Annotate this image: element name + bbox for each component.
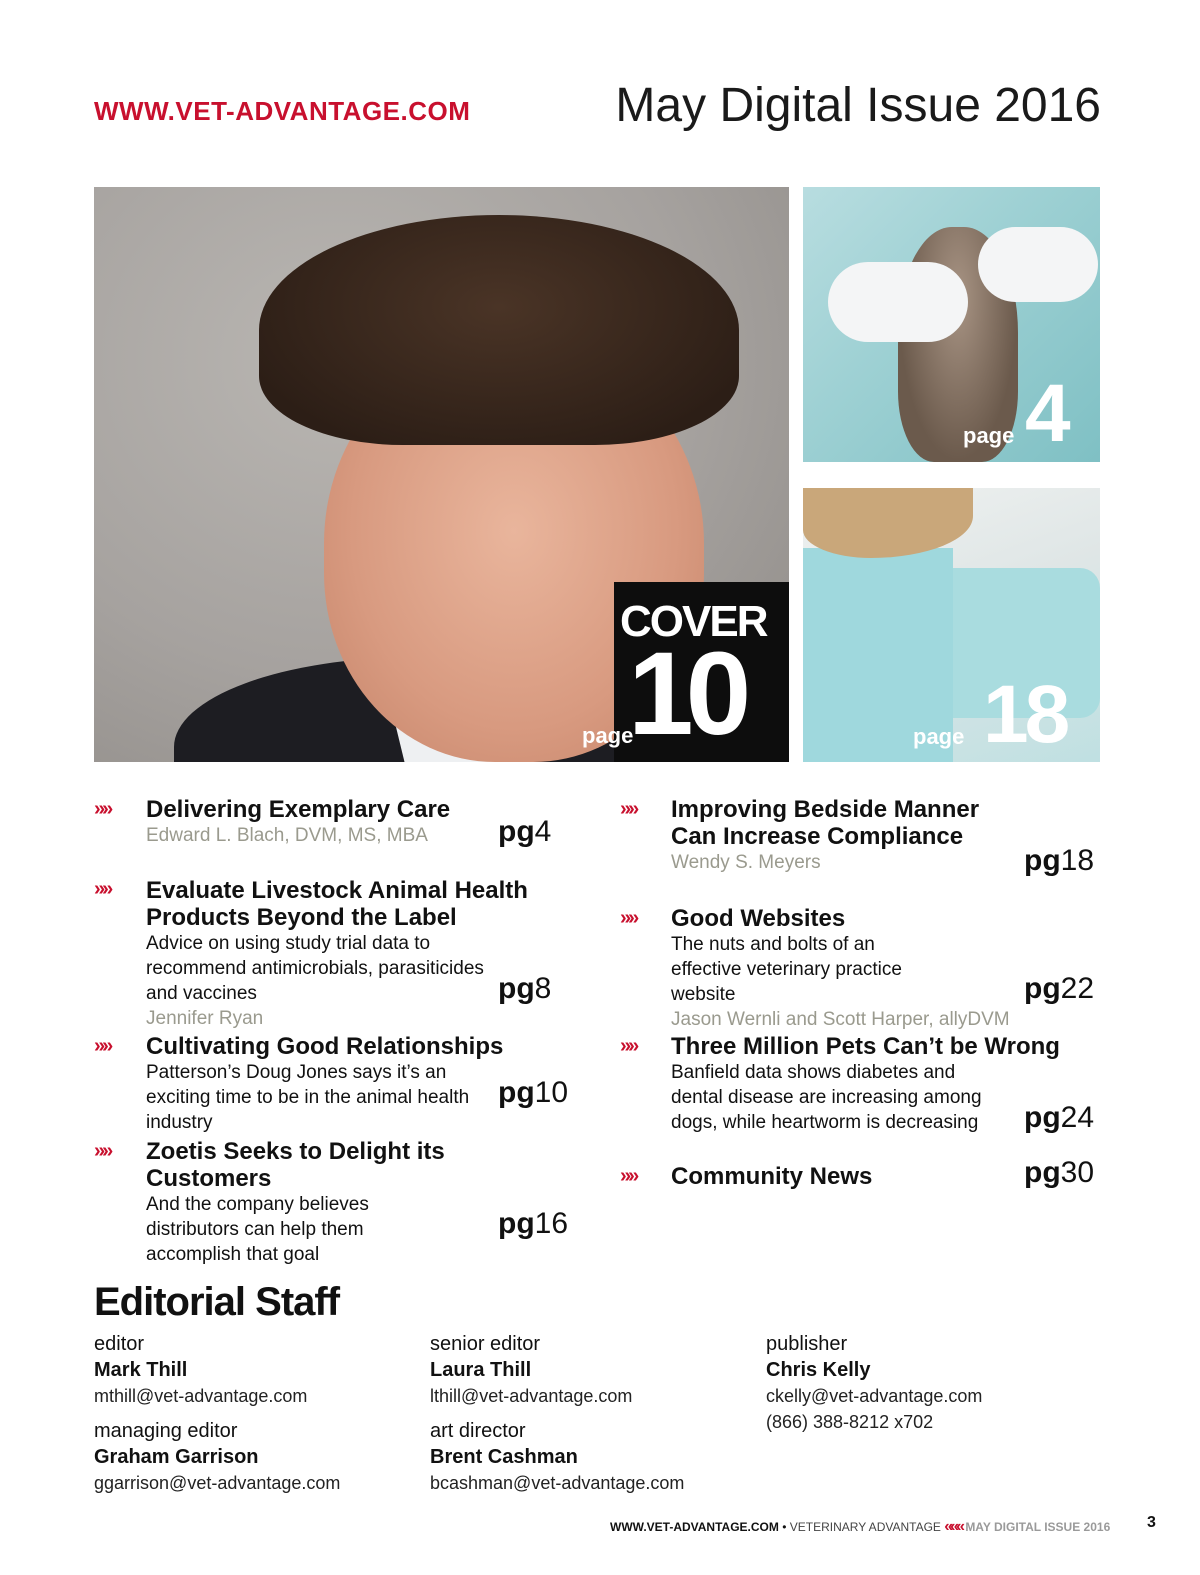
staff-email[interactable]: mthill@vet-advantage.com: [94, 1386, 308, 1406]
toc-page-ref[interactable]: [498, 1207, 568, 1241]
kitten-page-number: 4: [1025, 368, 1067, 459]
staff-name: Laura Thill: [430, 1359, 532, 1381]
toc-title: Improving Bedside Manner Can Increase Compliance: [671, 796, 980, 850]
glove-left-shape: [828, 262, 968, 342]
staff-email[interactable]: lthill@vet-advantage.com: [430, 1386, 633, 1406]
toc-title: Community News: [671, 1163, 873, 1190]
kitten-photo[interactable]: [803, 187, 1100, 462]
toc-description: Advice on using study trial data to recommend antimicrobials, parasiticides and vaccines: [146, 933, 484, 1004]
cover-photo[interactable]: [94, 187, 789, 762]
toc-title: Good Websites: [671, 905, 846, 932]
staff-member: [430, 1419, 684, 1496]
cover-page-number: 10: [628, 628, 744, 760]
toc-title: Evaluate Livestock Animal Health Products Beyond the Label: [146, 877, 528, 931]
toc-author: Wendy S. Meyers: [671, 852, 821, 873]
staff-name: Mark Thill: [94, 1359, 188, 1381]
toc-author: Jennifer Ryan: [146, 1008, 264, 1029]
pg-number: 18: [1060, 844, 1095, 877]
footer-site[interactable]: WWW.VET-ADVANTAGE.COM: [610, 1520, 779, 1534]
toc-page-ref[interactable]: [498, 815, 551, 849]
staff-member: [94, 1332, 307, 1409]
staff-role: managing editor: [94, 1420, 238, 1442]
toc-item[interactable]: [146, 877, 531, 1031]
staff-member: [766, 1332, 982, 1435]
arrow-icon: »»: [94, 878, 111, 900]
toc-title: Delivering Exemplary Care: [146, 796, 451, 823]
pg-number: 30: [1060, 1156, 1095, 1189]
toc-page-ref[interactable]: [1024, 972, 1094, 1006]
pg-number: 4: [534, 815, 552, 848]
footer-magazine: VETERINARY ADVANTAGE: [789, 1520, 941, 1534]
staff-member: [430, 1332, 632, 1409]
toc-page-ref[interactable]: [1024, 1156, 1094, 1190]
staff-name: Chris Kelly: [766, 1359, 871, 1381]
pg-prefix: pg: [1024, 1156, 1061, 1189]
toc-title: Zoetis Seeks to Delight its Customers: [146, 1138, 445, 1192]
pg-number: 16: [534, 1207, 569, 1240]
kitten-page-label: page: [963, 423, 1015, 448]
cover-page-label: page: [582, 723, 634, 748]
toc-item[interactable]: [146, 1138, 446, 1267]
issue-title: May Digital Issue 2016: [615, 79, 1101, 132]
pg-number: 10: [534, 1076, 569, 1109]
chevron-left-icon: «««: [944, 1518, 962, 1535]
toc-item[interactable]: [671, 1163, 971, 1190]
toc-page-ref[interactable]: [1024, 844, 1094, 878]
toc-author: Edward L. Blach, DVM, MS, MBA: [146, 825, 428, 846]
vet-photo[interactable]: [803, 488, 1100, 762]
staff-name: Brent Cashman: [430, 1446, 578, 1468]
toc-page-ref[interactable]: [498, 972, 551, 1006]
staff-email[interactable]: ggarrison@vet-advantage.com: [94, 1473, 341, 1493]
pg-number: 8: [534, 972, 552, 1005]
toc-title: Three Million Pets Can’t be Wrong: [671, 1033, 1060, 1060]
toc-item[interactable]: [146, 796, 506, 848]
pg-prefix: pg: [498, 1076, 535, 1109]
cover-label: COVER: [620, 597, 767, 646]
footer-separator: •: [782, 1520, 787, 1534]
staff-email[interactable]: ckelly@vet-advantage.com: [766, 1386, 983, 1406]
vet-page-label: page: [913, 724, 965, 749]
arrow-icon: »»: [94, 1140, 111, 1162]
arrow-icon: »»: [620, 1035, 637, 1057]
arrow-icon: »»: [620, 798, 637, 820]
toc-description: Patterson’s Doug Jones says it’s an exciting time to be in the animal health industry: [146, 1062, 470, 1133]
footer-issue: MAY DIGITAL ISSUE 2016: [965, 1520, 1111, 1534]
arrow-icon: »»: [94, 798, 111, 820]
staff-role: senior editor: [430, 1333, 541, 1355]
arrow-icon: »»: [94, 1035, 111, 1057]
toc-author: Jason Wernli and Scott Harper, allyDVM: [671, 1009, 1010, 1030]
staff-role: publisher: [766, 1333, 848, 1355]
vet-page-number: 18: [983, 669, 1067, 760]
pg-prefix: pg: [1024, 1101, 1061, 1134]
toc-page-ref[interactable]: [1024, 1101, 1094, 1135]
arrow-icon: »»: [620, 907, 637, 929]
staff-member: [94, 1419, 340, 1496]
toc-description: Banfield data shows diabetes and dental disease are increasing among dogs, while heartworm is decreasing: [671, 1062, 982, 1133]
pg-number: 24: [1060, 1101, 1095, 1134]
toc-item[interactable]: [671, 905, 1011, 1032]
staff-role: editor: [94, 1333, 145, 1355]
staff-name: Graham Garrison: [94, 1446, 259, 1468]
glove-right-shape: [978, 227, 1098, 302]
pg-prefix: pg: [1024, 844, 1061, 877]
toc-page-ref[interactable]: [498, 1076, 568, 1110]
footer: [610, 1518, 1110, 1536]
toc-item[interactable]: [146, 1033, 521, 1135]
staff-role: art director: [430, 1420, 526, 1442]
staff-heading: Editorial Staff: [94, 1280, 340, 1324]
toc-description: And the company believes distributors can help them accomplish that goal: [146, 1194, 369, 1265]
toc-item[interactable]: [671, 796, 1011, 875]
portrait-hair: [259, 215, 739, 445]
pg-prefix: pg: [498, 972, 535, 1005]
pg-prefix: pg: [498, 1207, 535, 1240]
staff-phone: (866) 388-8212 x702: [766, 1412, 934, 1432]
pg-prefix: pg: [1024, 972, 1061, 1005]
staff-email[interactable]: bcashman@vet-advantage.com: [430, 1473, 685, 1493]
toc-description: The nuts and bolts of an effective veterinary practice website: [671, 934, 902, 1005]
page-number: 3: [1147, 1514, 1156, 1531]
pg-number: 22: [1060, 972, 1095, 1005]
arrow-icon: »»: [620, 1165, 637, 1187]
pg-prefix: pg: [498, 815, 535, 848]
site-url[interactable]: WWW.VET-ADVANTAGE.COM: [94, 96, 471, 126]
toc-title: Cultivating Good Relationships: [146, 1033, 504, 1060]
